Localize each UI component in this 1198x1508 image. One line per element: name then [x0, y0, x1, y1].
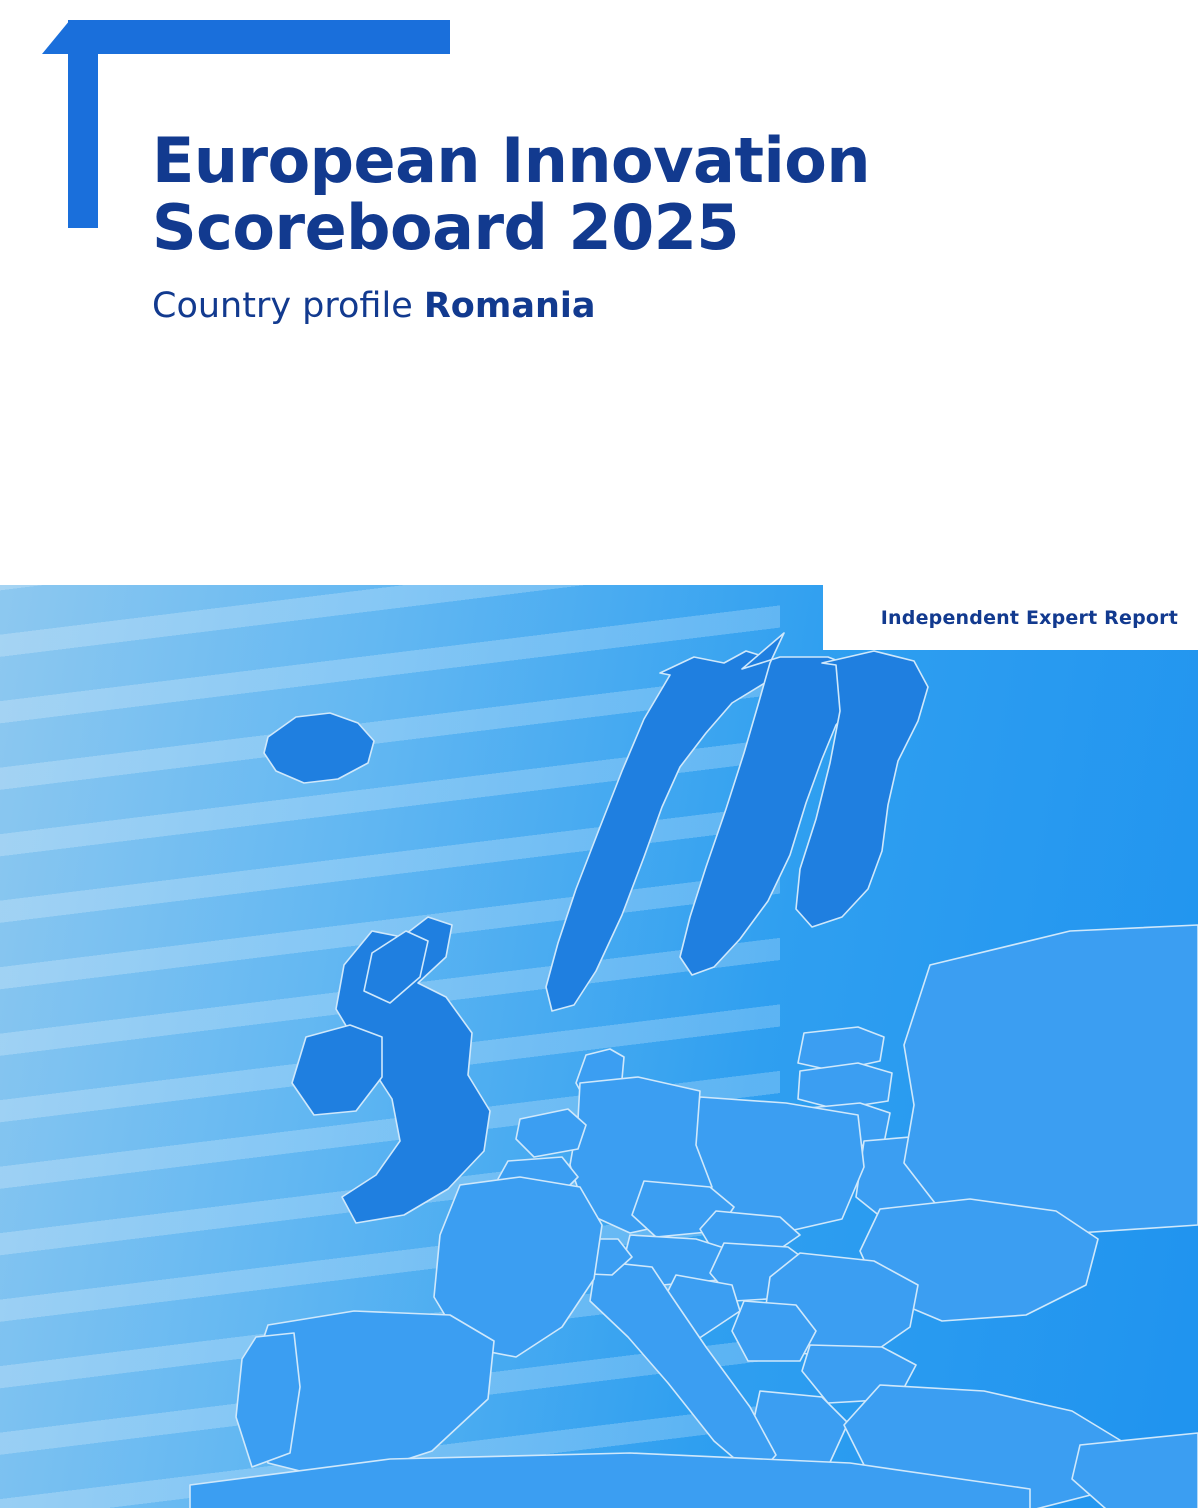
map-country-russia: [904, 925, 1198, 1235]
corner-mark-slant: [42, 20, 70, 54]
map-country-ireland: [292, 1025, 382, 1115]
corner-mark-vertical-bar: [68, 20, 98, 228]
map-country-netherlands: [516, 1109, 586, 1157]
page-title-line-1: European Innovation: [152, 124, 870, 197]
map-country-latvia: [798, 1063, 892, 1109]
map-country-iceland: [264, 713, 374, 783]
subtitle-country: Romania: [423, 285, 596, 326]
subtitle-prefix: Country profile: [152, 285, 424, 326]
map-country-estonia: [798, 1027, 884, 1071]
report-type-label: Independent Expert Report: [880, 606, 1178, 629]
map-country-portugal: [236, 1333, 300, 1467]
europe-map-panel: [0, 585, 1198, 1508]
page-subtitle: [152, 286, 1052, 326]
europe-map-graphic: [0, 585, 1198, 1508]
map-region-middle-east: [1072, 1433, 1198, 1508]
page-title-line-2: Scoreboard 2025: [152, 190, 740, 264]
cover-title-block: [152, 124, 1052, 326]
report-type-tag: [823, 585, 1198, 650]
corner-mark-horizontal-bar: [68, 20, 450, 54]
